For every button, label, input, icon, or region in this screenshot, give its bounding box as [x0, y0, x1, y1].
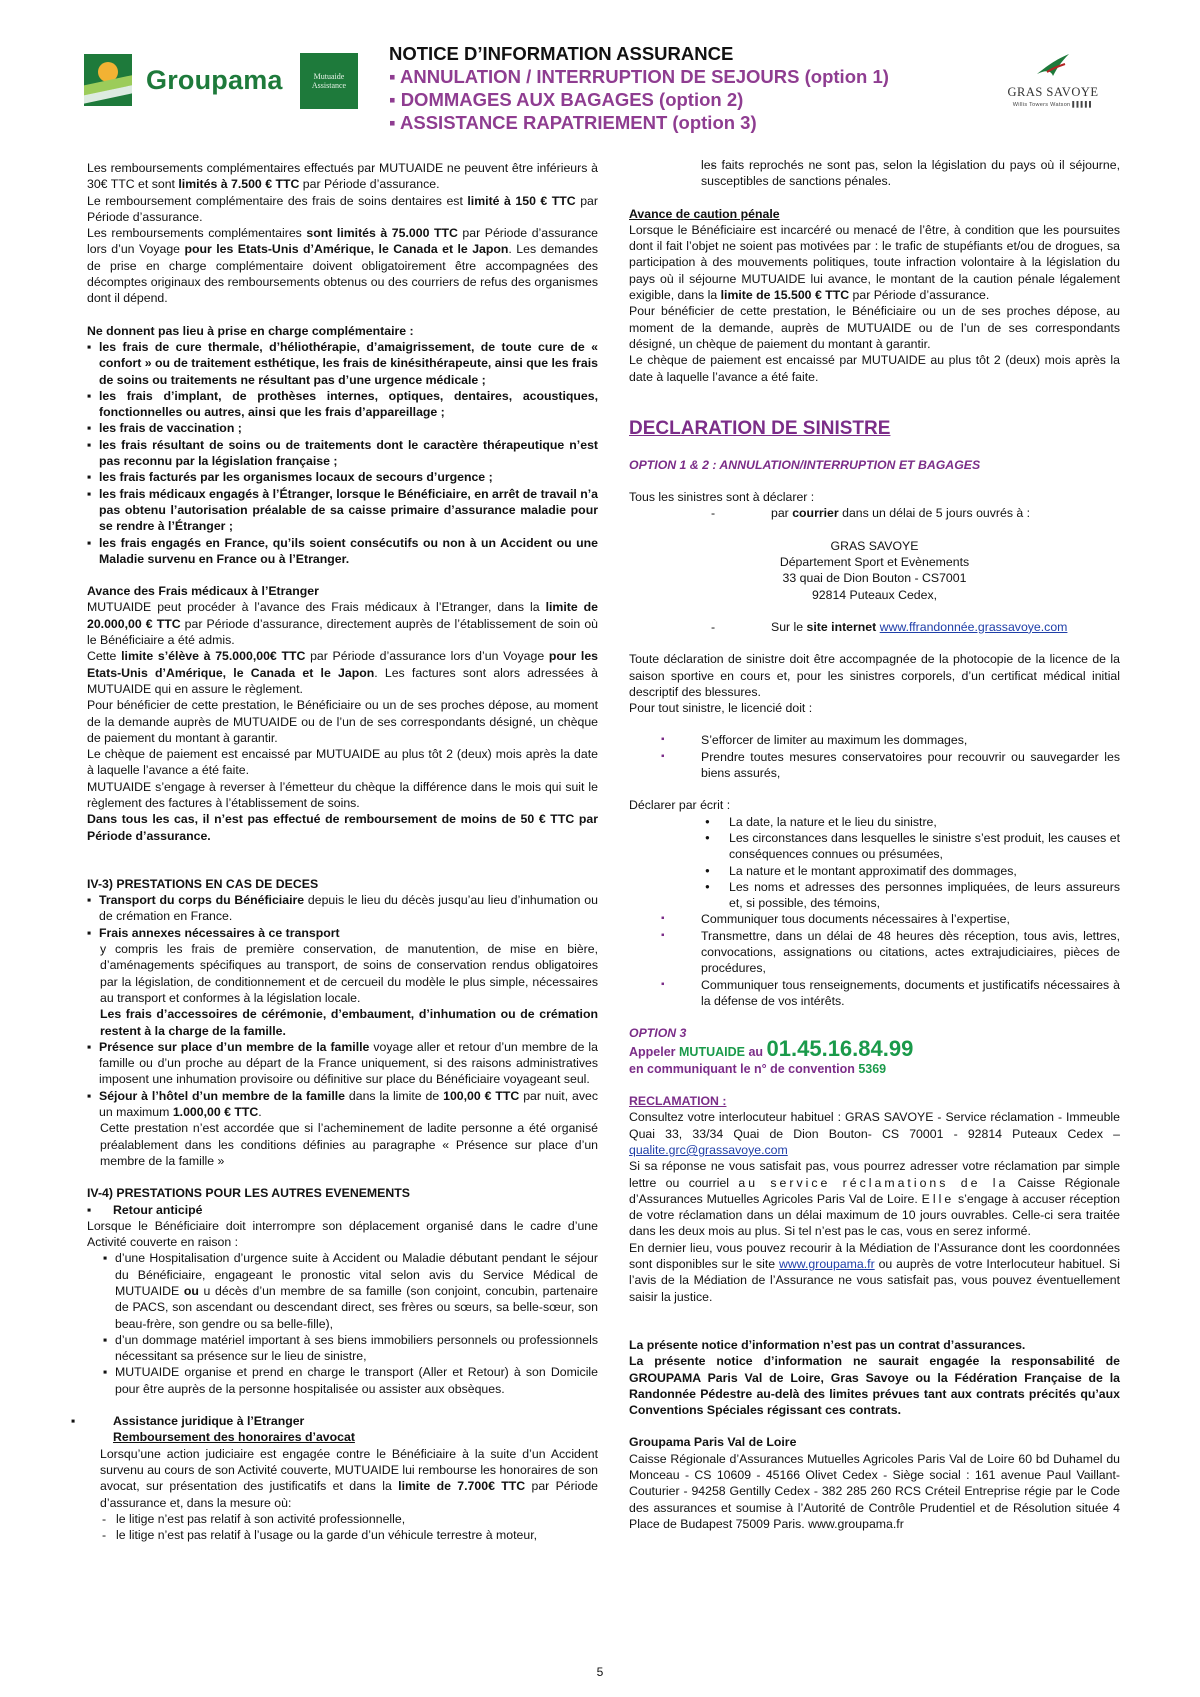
paragraph-caution-2: Pour bénéficier de cette prestation, le Bénéficiaire ou un de ses proches dépose, au moment de la demande, auprès de MUTUAIDE ou de l’un de ses correspondants désigné, un chèque de paiement du montant à garantir. [629, 304, 1120, 351]
list-item: ▪ d’une Hospitalisation d’urgence suite à Accident ou Maladie débutant pendant le séjour du Bénéficiaire, engageant le pronostic vital selon avis du Service Médical de MUTUAIDE ou u décès d’un membre de sa famille (son conjoint, concubin, partenaire de PACS, son ascendant ou descendant direct, ses frères ou sœurs, sa belle-sœur, son beau-frère, son gendre ou sa belle-fille), [103, 1250, 598, 1331]
subtitle-option-2: ▪ DOMMAGES AUX BAGAGES (option 2) [389, 89, 744, 110]
appeler-line: Appeler MUTUAIDE au 01.45.16.84.99 [629, 1036, 914, 1062]
assistance-juridique-title: ▪ Assistance juridique à l’Etranger [71, 1413, 598, 1429]
declaration-website-link[interactable]: www.ffrandonnée.grassavoye.com [879, 619, 1068, 634]
paragraph-avance-5: MUTUAIDE s’engage à reverser à l’émetteur du chèque la différence dans le mois qui suit le règlement des factures à l’établissement de soins. [87, 779, 598, 810]
page-title: NOTICE D’INFORMATION ASSURANCE [389, 43, 734, 64]
deces-title: IV-3) PRESTATIONS EN CAS DE DECES [87, 876, 319, 891]
mutuaide-logo-line2: Assistance [311, 81, 347, 90]
deces-list-2 [87, 1039, 598, 1120]
list-item: ▪ MUTUAIDE organise et prend en charge le transport (Aller et Retour) à son Domicile pour être auprès de la personne hospitalisée ou assister aux obsèques. [103, 1364, 598, 1397]
paragraph-reclamation-1: Consultez votre interlocuteur habituel : GRAS SAVOYE - Service réclamation - Immeuble Quai 33, 33/34 Quai de Dion Bouton- CS 70001 - 92814 Puteaux Cedex – qualite.grc@grassavoye.com [629, 1110, 1120, 1157]
gras-savoye-name: GRAS SAVOYE [1007, 85, 1099, 99]
groupama-brand-name: Groupama [146, 64, 283, 95]
gras-savoye-address [629, 538, 1120, 603]
address-line: GRAS SAVOYE [830, 538, 919, 553]
paragraph-limites: Les remboursements complémentaires sont limités à 75.000 TTC par Période d’assurance lors d’un Voyage pour les Etats-Unis d’Amérique, le Canada et le Japon. Les demandes de prise en charge complémentaire doivent obligatoirement être accompagnées des décomptes originaux des remboursements obtenus ou des courriers de refus des organismes dont il dépend. [87, 226, 598, 306]
list-item: ▪ Transport du corps du Bénéficiaire depuis le lieu du décès jusqu’au lieu d’inhumation ou de crémation en France. [87, 892, 598, 925]
transmettre-item: ▪ Transmettre, dans un délai de 48 heures dès réception, tous avis, lettres, convocations, assignations ou citations, actes extrajudiciaires, pièces de procédures, [629, 928, 1120, 977]
paragraph-declaration: Toute déclaration de sinistre doit être accompagnée de la photocopie de la licence de la saison sportive en cours et, pour les sinistres corporels, d’un certificat médical initial descriptif des blessures. [629, 652, 1120, 699]
retour-list [87, 1250, 598, 1397]
list-item: ▪ les frais de vaccination ; [87, 420, 598, 436]
list-item: ▪ Présence sur place d’un membre de la famille voyage aller et retour d’un membre de la famille ou d’un proche au départ de la France uniquement, si des raisons administratives imposent une inhumation provisoire ou définitive sur place du Bénéficiaire voyageant seul. [87, 1039, 598, 1088]
paragraph-reclamation-3: En dernier lieu, vous pouvez recourir à la Médiation de l’Assurance dont les coordonnées sont disponibles sur le site www.groupama.fr ou auprès de votre Interlocuteur habituel. Si l’avis de la Médiation de l’Assurance ne vous satisfait pas, vous pouvez éventuellement saisir la justice. [629, 1240, 1120, 1304]
deces-list [87, 892, 598, 941]
gras-savoye-logo [998, 52, 1108, 108]
groupama-logo [84, 54, 283, 106]
declarer-ecrit-text: Déclarer par écrit : [629, 798, 731, 813]
tous-sinistres-text: Tous les sinistres sont à déclarer : [629, 490, 815, 505]
paragraph-avance-6: Dans tous les cas, il n’est pas effectué de remboursement de moins de 50 € TTC par Période d’assurance. [87, 812, 598, 843]
paragraph-caution-3: Le chèque de paiement est encaissé par MUTUAIDE au plus tôt 2 (deux) mois après la date à laquelle l’avance a été faite. [629, 353, 1120, 384]
communiquer-renseignements-item: ▪ Communiquer tous renseignements, documents et justificatifs nécessaires à la défense de vos intérêts. [629, 977, 1120, 1010]
subtitle-option-3: ▪ ASSISTANCE RAPATRIEMENT (option 3) [389, 112, 757, 133]
convention-line: en communiquant le n° de convention 5369 [629, 1061, 887, 1076]
groupama-logo-icon [84, 54, 132, 106]
communiquer-documents-item: ▪ Communiquer tous documents nécessaires à l’expertise, [629, 911, 1120, 927]
paragraph-dentaire: Le remboursement complémentaire des frais de soins dentaires est limité à 150 € TTC par Période d’assurance. [87, 193, 598, 224]
list-item: - le litige n’est pas relatif à son activité professionnelle, [100, 1511, 598, 1527]
header-titles [389, 42, 889, 134]
mutuaide-logo [300, 53, 358, 109]
list-item: ● Les circonstances dans lesquelles le sinistre s’est produit, les causes et conséquences connues ou présumées, [629, 830, 1120, 863]
reclamation-email-link[interactable]: qualite.grc@grassavoye.com [629, 1142, 788, 1157]
paragraph-juridique: Lorsqu’une action judiciaire est engagée contre le Bénéficiaire à la suite d’un Accident survenu au cours de son Activité couverte, MUTUAIDE lui rembourse les honoraires de son avocat, sur présentation des justificatifs et dans la limite de 7.700€ TTC par Période d’assurance et, dans la mesure où: [100, 1446, 598, 1510]
paragraph-caution-1: Lorsque le Bénéficiaire est incarcéré ou menacé de l’être, à condition que les poursuites dont il fait l’objet ne soient pas motivées par : le trafic de stupéfiants et/ou de drogues, sa participation à des mouvements politiques, toute infraction volontaire à la législation du pays où il séjourne MUTUAIDE lui avance, le montant de la caution pénale légalement exigible, dans la limite de 15.500 € TTC par Période d’assurance. [629, 222, 1120, 303]
list-item: ▪ les frais résultant de soins ou de traitements dont le caractère thérapeutique n’est pas reconnu par la législation française ; [87, 437, 598, 470]
paragraph-avance-2: Cette limite s’élève à 75.000,00€ TTC par Période d’assurance lors d’un Voyage pour les Etats-Unis d’Amérique, le Canada et le Japon. Les factures sont alors adressées à MUTUAIDE qui en assure le règlement. [87, 649, 598, 696]
paragraph-avance-4: Le chèque de paiement est encaissé par MUTUAIDE au plus tôt 2 (deux) mois après la date à laquelle l’avance a été faite. [87, 747, 598, 778]
licencie-doit-text: Pour tout sinistre, le licencié doit : [629, 701, 813, 716]
option-1-2-title: OPTION 1 & 2 : ANNULATION/INTERRUPTION ET BAGAGES [629, 457, 981, 472]
gras-savoye-tagline: Willis Towers Watson ▌▌▌▌▌ [1012, 102, 1094, 108]
honoraires-avocat-title: Remboursement des honoraires d’avocat [113, 1430, 355, 1445]
exclusions-list [87, 339, 598, 567]
paragraph-avance-1: MUTUAIDE peut procéder à l’avance des Frais médicaux à l’Etranger, dans la limite de 20.000,00 € TTC par Période d’assurance, directement auprès de l’établissement de soin où le Bénéficiaire a été admis. [87, 600, 599, 648]
paragraph-frais-annexes: y compris les frais de première conservation, de manutention, de mise en bière, d’aménagements spécifiques au transport, de soins de conservation rendus obligatoires par la législation, de conditionnement et de cercueil du modèle le plus simple, nécessaires au transport et conformes à la législation locale. [100, 942, 598, 1005]
site-internet-item: - Sur le site internet www.ffrandonnée.grassavoye.com [629, 619, 1120, 635]
caution-penale-title: Avance de caution pénale [629, 206, 780, 221]
paragraph-remboursements: Les remboursements complémentaires effectués par MUTUAIDE ne peuvent être inférieurs à 30€ TTC et sont limités à 7.500 € TTC par Période d’assurance. [87, 161, 598, 192]
groupama-pvl-details: Caisse Régionale d’Assurances Mutuelles Agricoles Paris Val de Loire 60 bd Duhamel du Monceau - CS 10609 - 45166 Olivet Cedex - Siège social : 161 avenue Paul Vaillant-Couturier - 94258 Gentilly Cedex - 382 285 260 RCS Créteil Entreprise régie par le Code des assurances et soumise à l’Autorité de Contrôle Prudentiel et de Résolution située 4 Place de Budapest 75009 Paris. www.groupama.fr [629, 1451, 1120, 1531]
groupama-website-link[interactable]: www.groupama.fr [779, 1257, 875, 1272]
list-item: ▪ Prendre toutes mesures conservatoires pour recouvrir ou sauvegarder les biens assurés, [629, 749, 1120, 782]
mutuaide-logo-line1: Mutuaide [313, 72, 345, 81]
paragraph-sejour-hotel: Cette prestation n’est accordée que si l’acheminement de ladite personne a été organisé préalablement dans les conditions définies au paragraphe « Présence sur place d’un membre de la famille » [100, 1121, 598, 1168]
avance-frais-title: Avance des Frais médicaux à l’Etranger [87, 584, 319, 599]
reclamation-title: RECLAMATION : [629, 1094, 727, 1109]
autres-evenements-title: IV-4) PRESTATIONS POUR LES AUTRES EVENEMENTS [87, 1186, 410, 1201]
notice-disclaimer-2: La présente notice d’information ne saurait engagée la responsabilité de GROUPAMA Paris Val de Loire, Gras Savoye ou la Fédération Française de la Randonnée Pédestre au-delà des limites prévues tant aux contrats précités qu’aux Conventions Spéciales régissant ces contrats. [629, 1354, 1120, 1418]
list-item: ▪ les frais médicaux engagés à l’Étranger, lorsque le Bénéficiaire, en arrêt de travail n’a pas obtenu l’autorisation préalable de sa caisse primaire d’assurance maladie pour se rendre à l’Étranger ; [87, 486, 598, 535]
paragraph-reclamation-2: Si sa réponse ne vous satisfait pas, vous pourrez adresser votre réclamation par simple lettre ou courriel au service réclamations de la Caisse Régionale d’Assurances Mutuelles Agricoles Paris Val de Loire. Elle s’engage à accuser réception de votre réclamation dans un délai maximum de 10 jours ouvrables. Celle-ci sera traitée dans les deux mois au plus. Si tel n’est pas le cas, vous en serez informé. [629, 1159, 1120, 1239]
gras-savoye-bird-icon [1033, 52, 1073, 78]
juridique-conditions-list [87, 1511, 598, 1544]
list-item: ▪ les frais facturés par les organismes locaux de secours d’urgence ; [87, 469, 598, 485]
faits-reproches-item: - les faits reprochés ne sont pas, selon la législation du pays où il séjourne, susceptibles de sanctions pénales. [629, 157, 1120, 190]
list-item: - le litige n’est pas relatif à l’usage ou la garde d’un véhicule terrestre à moteur, [100, 1527, 598, 1543]
list-item: ● La nature et le montant approximatif des dommages, [629, 863, 1120, 879]
address-line: 92814 Puteaux Cedex, [811, 587, 938, 602]
subtitle-option-1: ▪ ANNULATION / INTERRUPTION DE SEJOURS (option 1) [389, 66, 889, 87]
list-item: ▪ Frais annexes nécessaires à ce transport [87, 925, 598, 941]
list-item: ▪ les frais engagés en France, qu’ils soient consécutifs ou non à un Accident ou une Maladie survenu en France ou à l’Etranger. [87, 535, 598, 568]
retour-anticipe-title: ▪ Retour anticipé [87, 1202, 598, 1218]
paragraph-avance-3: Pour bénéficier de cette prestation, le Bénéficiaire ou un de ses proches dépose, au moment de la demande auprès de MUTUAIDE ou de l’un de ses correspondants désigné, un chèque de paiement du montant à garantir. [87, 698, 598, 745]
left-column [87, 160, 598, 1543]
notice-disclaimer-1: La présente notice d’information n’est pas un contrat d’assurances. [629, 1337, 1026, 1352]
declaration-sinistre-title: DECLARATION DE SINISTRE [629, 417, 891, 439]
list-item: ▪ les frais d’implant, de prothèses internes, optiques, dentaires, acoustiques, fonctionnelles ou autres, ainsi que les frais d’appareillage ; [87, 388, 598, 421]
address-line: 33 quai de Dion Bouton - CS7001 [782, 571, 967, 586]
address-line: Département Sport et Evènements [779, 555, 970, 570]
exclusions-title: Ne donnent pas lieu à prise en charge complémentaire : [87, 323, 414, 338]
list-item: ▪ les frais de cure thermale, d’héliothérapie, d’amaigrissement, de toute cure de « confort » ou de traitement esthétique, les frais de kinésithérapeute, ainsi que les frais de soins ou traitements ne résultant pas d’une urgence médicale ; [87, 339, 598, 388]
groupama-pvl-title: Groupama Paris Val de Loire [629, 1435, 797, 1450]
right-column [629, 157, 1120, 1532]
list-item: ● Les noms et adresses des personnes impliquées, de leurs assureurs et, si possible, des témoins, [629, 879, 1120, 912]
list-item: ▪ Séjour à l’hôtel d’un membre de la famille dans la limite de 100,00 € TTC par nuit, avec un maximum 1.000,00 € TTC. [87, 1088, 598, 1121]
declarer-ecrit-list [629, 814, 1120, 912]
paragraph-frais-accessoires: Les frais d’accessoires de cérémonie, d’embaument, d’inhumation ou de crémation restent à la charge de la famille. [100, 1007, 598, 1038]
courrier-item: - par courrier dans un délai de 5 jours ouvrés à : [629, 505, 1120, 521]
licencie-doit-list [629, 732, 1120, 748]
page-header [0, 0, 1200, 150]
list-item: ▪ S’efforcer de limiter au maximum les dommages, [629, 732, 1120, 748]
list-item: ● La date, la nature et le lieu du sinistre, [629, 814, 1120, 830]
option-3-title: OPTION 3 [629, 1026, 687, 1041]
paragraph-retour-intro: Lorsque le Bénéficiaire doit interrompre son déplacement organisé dans le cadre d’une Activité couverte en raison : [87, 1218, 598, 1250]
list-item: ▪ d’un dommage matériel important à ses biens immobiliers personnels ou professionnels nécessitant sa présence sur le lieu de sinistre, [103, 1332, 598, 1365]
assistance-phone-number[interactable]: 01.45.16.84.99 [766, 1036, 914, 1062]
page-number: 5 [596, 1665, 604, 1679]
